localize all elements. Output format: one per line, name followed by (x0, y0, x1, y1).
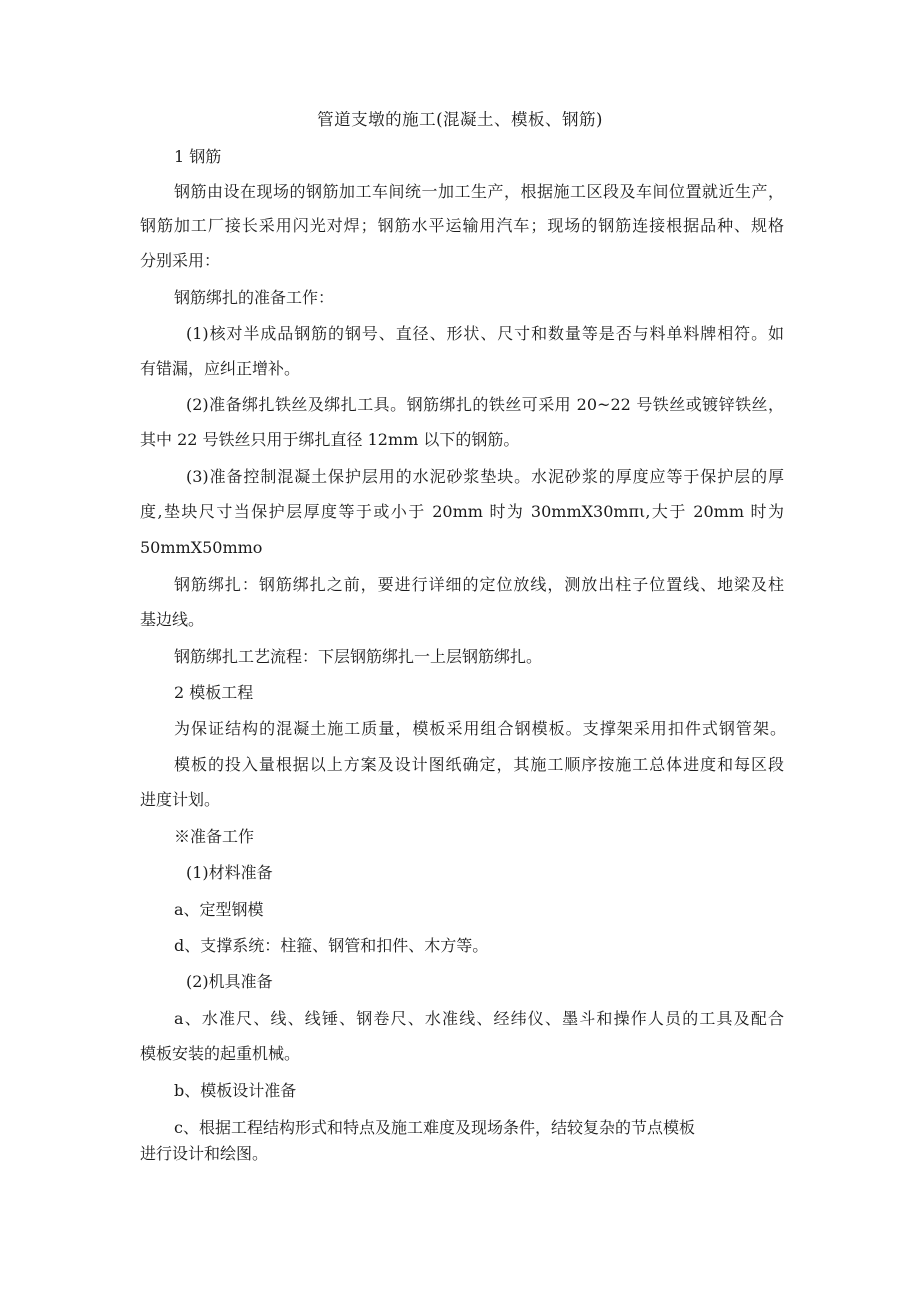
paragraph-line: 基边线。 (140, 610, 205, 629)
paragraph-line: 其中 22 号铁丝只用于绑扎直径 12mm 以下的钢筋。 (140, 430, 520, 449)
paragraph-line: 分别采用： (140, 251, 221, 270)
paragraph-line: (3)准备控制混凝土保护层用的水泥砂浆垫块。水泥砂浆的厚度应等于保护层的厚 (186, 467, 784, 486)
paragraph-line: d、支撑系统：柱箍、钢管和扣件、木方等。 (174, 936, 489, 955)
paragraph-line: (2)准备绑扎铁丝及绑扎工具。钢筋绑扎的铁丝可采用 20~22 号铁丝或镀锌铁丝， (186, 395, 784, 414)
paragraph-line: 模板安装的起重机械。 (140, 1044, 301, 1063)
paragraph-line: 钢筋绑扎工艺流程：下层钢筋绑扎一上层钢筋绑扎。 (174, 647, 543, 666)
paragraph-line: ※准备工作 (174, 827, 255, 846)
paragraph-line: 钢筋由设在现场的钢筋加工车间统一加工生产，根据施工区段及车间位置就近生产， (174, 182, 784, 201)
paragraph-line: a、水准尺、线、线锤、钢卷尺、水准线、经纬仪、墨斗和操作人员的工具及配合 (174, 1009, 784, 1028)
paragraph-line: c、根据工程结构形式和特点及施工难度及现场条件，结较复杂的节点模板 (174, 1118, 695, 1137)
paragraph-line: 有错漏，应纠正增补。 (140, 359, 301, 378)
paragraph-line: b、模板设计准备 (174, 1081, 297, 1100)
paragraph-line: 为保证结构的混凝土施工质量，模板采用组合钢模板。支撑架采用扣件式钢管架。 (174, 719, 786, 738)
section-heading-rebar: 1 钢筋 (174, 147, 222, 166)
section-heading-formwork: 2 模板工程 (174, 683, 254, 702)
paragraph-line: 钢筋绑扎：钢筋绑扎之前，要进行详细的定位放线，测放出柱子位置线、地梁及柱 (174, 575, 784, 594)
paragraph-line: 模板的投入量根据以上方案及设计图纸确定，其施工顺序按施工总体进度和每区段 (174, 755, 784, 774)
paragraph-line: (1)材料准备 (186, 863, 273, 882)
paragraph-line: (2)机具准备 (186, 972, 273, 991)
paragraph-line: (1)核对半成品钢筋的钢号、直径、形状、尺寸和数量等是否与料单料牌相符。如 (186, 324, 784, 343)
document-title: 管道支墩的施工(混凝土、模板、钢筋) (317, 110, 603, 129)
paragraph-line: 进行设计和绘图。 (140, 1144, 269, 1163)
paragraph-line: 进度计划。 (140, 790, 221, 809)
paragraph-line: a、定型钢模 (174, 900, 264, 919)
paragraph-line: 50mmX50mmo (140, 538, 263, 557)
paragraph-line: 钢筋绑扎的准备工作： (174, 288, 335, 307)
paragraph-line: 度,垫块尺寸当保护层厚度等于或小于 20mm 时为 30mmX30mπι,大于 20mm 时为 (140, 502, 784, 521)
paragraph-line: 钢筋加工厂接长采用闪光对焊；钢筋水平运输用汽车；现场的钢筋连接根据品种、规格 (140, 216, 784, 235)
